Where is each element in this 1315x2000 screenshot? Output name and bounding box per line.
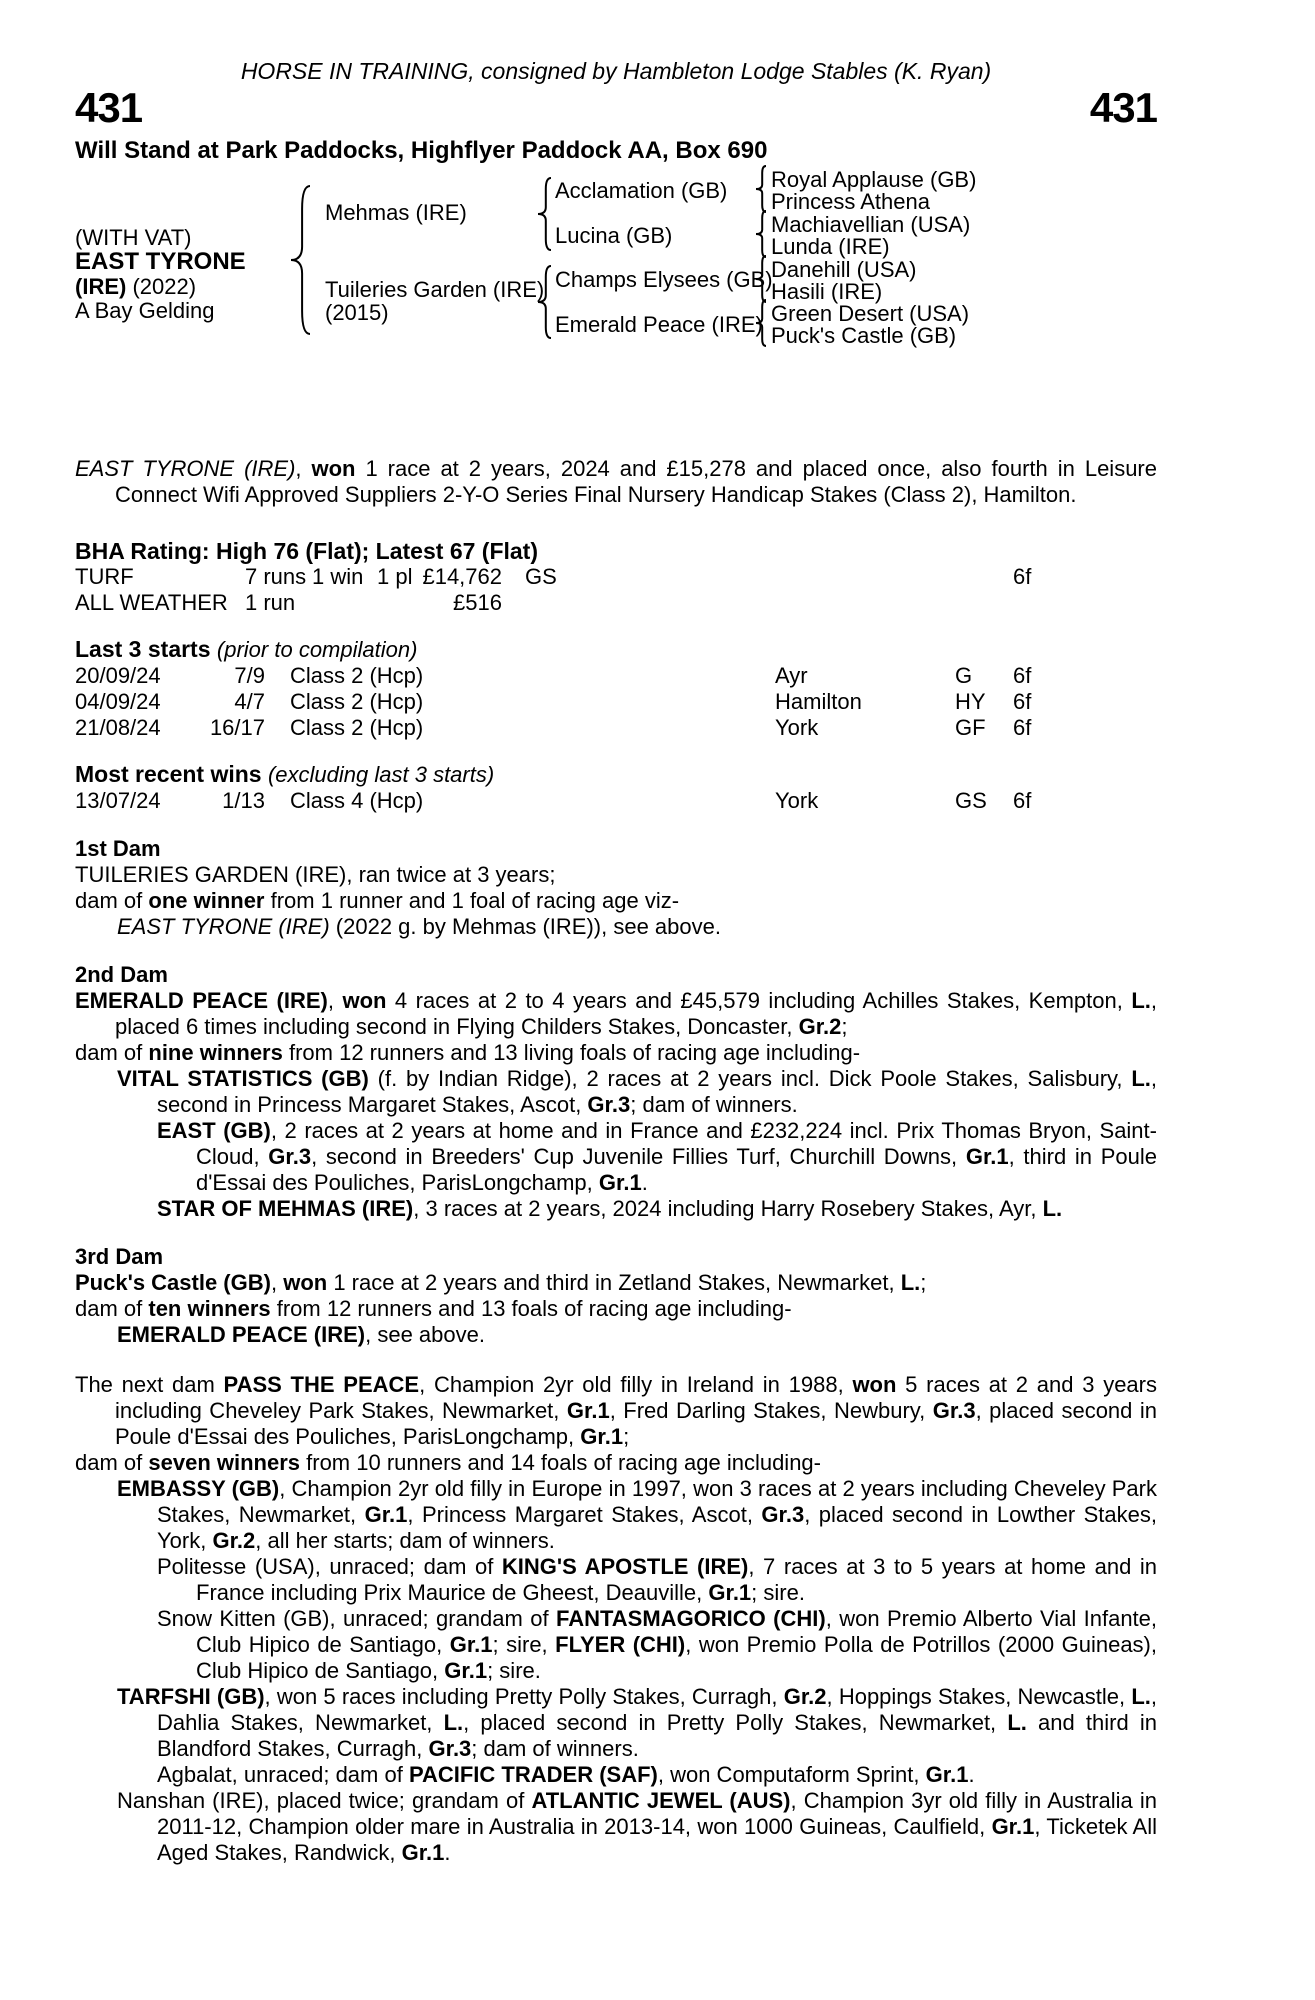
produce-politesse: Politesse (USA), unraced; dam of KING'S APOSTLE (IRE), 7 races at 3 to 5 years at home and in France including Prix Maurice de Gheest, Deauville, Gr.1; sire. <box>157 1554 1157 1605</box>
start-venue: Hamilton <box>775 689 862 714</box>
first-dam-record: TUILERIES GARDEN (IRE), ran twice at 3 years; <box>75 862 556 887</box>
dam-name: Tuileries Garden (IRE) <box>325 277 545 302</box>
second-dam-heading: 2nd Dam <box>75 962 168 987</box>
start-row <box>75 689 1157 715</box>
stand-location-line: Will Stand at Park Paddocks, Highflyer Paddock AA, Box 690 <box>75 137 768 164</box>
start-position: 4/7 <box>234 689 265 714</box>
win-date: 13/07/24 <box>75 788 161 813</box>
lot-number-row <box>75 86 1157 134</box>
third-dam-record: Puck's Castle (GB), won 1 race at 2 years and third in Zetland Stakes, Newmarket, L.; <box>75 1270 927 1295</box>
start-distance: 6f <box>1013 715 1032 740</box>
second-dam-record: EMERALD PEACE (IRE), won 4 races at 2 to 4 years and £45,579 including Achilles Stakes, Kempton, L., placed 6 times including second in Flying Childers Stakes, Doncaster, Gr.2; <box>75 988 1157 1039</box>
distance-value <box>1013 590 1063 616</box>
third-dam-heading: 3rd Dam <box>75 1244 164 1269</box>
last-3-starts-heading: Last 3 starts (prior to compilation) <box>75 636 418 662</box>
produce-tarfshi: TARFSHI (GB), won 5 races including Pretty Polly Stakes, Curragh, Gr.2, Hoppings Stakes, Newcastle, L., Dahlia Stakes, Newmarket, L., placed second in Pretty Polly Stakes, Newmarket, L. and third in Blandford Stakes, Curragh, Gr.3; dam of winners. <box>117 1684 1158 1761</box>
recent-wins-heading: Most recent wins (excluding last 3 starts) <box>75 761 495 787</box>
start-race: Class 2 (Hcp) <box>290 663 424 688</box>
start-date: 20/09/24 <box>75 663 161 688</box>
pedigree-brace-main <box>290 185 312 341</box>
win-venue: York <box>775 788 819 813</box>
places-value <box>377 590 422 616</box>
grandsire-1: Acclamation (GB) <box>555 178 728 203</box>
start-going: HY <box>955 689 986 714</box>
produce-snow-kitten: Snow Kitten (GB), unraced; grandam of FANTASMAGORICO (CHI), won Premio Alberto Vial Infante, Club Hipico de Santiago, Gr.1; sire, FLYER (CHI), won Premio Polla de Potrillos (2000 Guineas), Club Hipico de Santiago, Gr.1; sire. <box>157 1606 1158 1683</box>
start-going: GF <box>955 715 986 740</box>
lot-number-right: 431 <box>1089 84 1157 131</box>
stats-row-turf <box>75 564 1157 590</box>
granddam-1: Lucina (GB) <box>555 223 673 248</box>
produce-embassy: EMBASSY (GB), Champion 2yr old filly in Europe in 1997, won 3 races at 2 years including Cheveley Park Stakes, Newmarket, Gr.1, Princess Margaret Stakes, Ascot, Gr.3, placed second in Lowther Stakes, York, Gr.2, all her starts; dam of winners. <box>117 1476 1157 1553</box>
start-distance: 6f <box>1013 663 1032 688</box>
produce-agbalat: Agbalat, unraced; dam of PACIFIC TRADER (SAF), won Computaform Sprint, Gr.1. <box>157 1762 975 1787</box>
runs-value: 1 run <box>245 590 296 615</box>
consignment-header: HORSE IN TRAINING, consigned by Hambleton Lodge Stables (K. Ryan) <box>240 58 992 84</box>
start-race: Class 2 (Hcp) <box>290 689 424 714</box>
going-value <box>525 590 585 616</box>
great-grandparent-2: Princess Athena <box>771 189 930 214</box>
win-position: 1/13 <box>222 788 265 813</box>
start-going: G <box>955 663 973 688</box>
next-dam-produce-intro: dam of seven winners from 10 runners and 14 foals of racing age including- <box>75 1450 821 1475</box>
pedigree-brace-sire <box>537 177 553 257</box>
produce-star-of-mehmas: STAR OF MEHMAS (IRE), 3 races at 2 years, 2024 including Harry Rosebery Stakes, Ayr, L. <box>157 1196 1063 1221</box>
vat-note: (WITH VAT) <box>75 225 192 250</box>
sire-name: Mehmas (IRE) <box>325 200 467 225</box>
start-date: 21/08/24 <box>75 715 161 740</box>
win-going: GS <box>955 788 987 813</box>
produce-vital-statistics: VITAL STATISTICS (GB) (f. by Indian Ridge), 2 races at 2 years incl. Dick Poole Stakes, Salisbury, L., second in Princess Margaret Stakes, Ascot, Gr.3; dam of winners. <box>117 1066 1158 1117</box>
horse-name: EAST TYRONE <box>75 248 246 275</box>
third-dam-produce-intro: dam of ten winners from 12 runners and 13 foals of racing age including- <box>75 1296 792 1321</box>
horse-colour-sex: A Bay Gelding <box>75 298 215 323</box>
stats-row-all-weather <box>75 590 1157 616</box>
great-grandparent-4: Lunda (IRE) <box>771 234 890 259</box>
places-value: 1 pl <box>377 564 413 589</box>
surface-label: TURF <box>75 564 134 589</box>
great-grandparent-8: Puck's Castle (GB) <box>771 323 957 348</box>
grandsire-2: Champs Elysees (GB) <box>555 267 773 292</box>
produce-east: EAST (GB), 2 races at 2 years at home and in France and £232,224 incl. Prix Thomas Bryon, Saint-Cloud, Gr.3, second in Breeders' Cup Juvenile Fillies Turf, Churchill Downs, Gr.1, third in Poule d'Essai des Pouliches, ParisLongchamp, Gr.1. <box>157 1118 1157 1195</box>
earnings-value: £14,762 <box>422 564 502 589</box>
first-dam-heading: 1st Dam <box>75 836 161 861</box>
win-distance: 6f <box>1013 788 1032 813</box>
pedigree-brace-dam <box>537 265 553 345</box>
start-position: 16/17 <box>209 715 265 740</box>
race-record-summary: EAST TYRONE (IRE), won 1 race at 2 years, 2024 and £15,278 and placed once, also fourth in Leisure Connect Wifi Approved Suppliers 2-Y-O Series Final Nursery Handicap Stakes (Class 2), Hamilton. <box>75 456 1157 507</box>
start-row <box>75 715 1157 741</box>
surface-label: ALL WEATHER <box>75 590 228 615</box>
win-race: Class 4 (Hcp) <box>290 788 424 813</box>
great-grandparent-3: Machiavellian (USA) <box>771 212 971 237</box>
second-dam-produce-intro: dam of nine winners from 12 runners and 13 living foals of racing age including- <box>75 1040 861 1065</box>
first-dam-produce-east-tyrone: EAST TYRONE (IRE) (2022 g. by Mehmas (IRE)), see above. <box>117 914 721 939</box>
great-grandparent-6: Hasili (IRE) <box>771 279 883 304</box>
produce-nanshan: Nanshan (IRE), placed twice; grandam of ATLANTIC JEWEL (AUS), Champion 3yr old filly in Australia in 2011-12, Champion older mare in Australia in 2013-14, won 1000 Guineas, Caulfield, Gr.1, Ticketek All Aged Stakes, Randwick, Gr.1. <box>117 1788 1158 1865</box>
earnings-value: £516 <box>453 590 502 615</box>
great-grandparent-7: Green Desert (USA) <box>771 301 970 326</box>
wins-value: 1 win <box>312 564 364 589</box>
pedigree-brace-g3-4 <box>755 299 768 353</box>
start-distance: 6f <box>1013 689 1032 714</box>
first-dam-produce-intro: dam of one winner from 1 runner and 1 foal of racing age viz- <box>75 888 680 913</box>
produce-emerald-peace: EMERALD PEACE (IRE), see above. <box>117 1322 485 1347</box>
great-grandparent-1: Royal Applause (GB) <box>771 167 977 192</box>
start-position: 7/9 <box>234 663 265 688</box>
runs-value: 7 runs <box>245 564 307 589</box>
bha-rating-line: BHA Rating: High 76 (Flat); Latest 67 (Flat) <box>75 538 538 564</box>
start-venue: York <box>775 715 819 740</box>
pedigree-chart <box>75 164 1157 349</box>
start-row <box>75 663 1157 689</box>
start-venue: Ayr <box>775 663 808 688</box>
start-race: Class 2 (Hcp) <box>290 715 424 740</box>
next-dam-record: The next dam PASS THE PEACE, Champion 2yr old filly in Ireland in 1988, won 5 races at 2 and 3 years including Cheveley Park Stakes, Newmarket, Gr.1, Fred Darling Stakes, Newbury, Gr.3, placed second in Poule d'Essai des Pouliches, ParisLongchamp, Gr.1; <box>75 1372 1157 1449</box>
going-value: GS <box>525 564 557 589</box>
granddam-2: Emerald Peace (IRE) <box>555 312 763 337</box>
distance-value: 6f <box>1013 564 1032 589</box>
wins-value <box>312 590 377 616</box>
lot-number-left: 431 <box>75 84 143 131</box>
dam-year: (2015) <box>325 300 389 325</box>
great-grandparent-5: Danehill (USA) <box>771 257 917 282</box>
start-date: 04/09/24 <box>75 689 161 714</box>
win-row <box>75 788 1157 814</box>
horse-registration: (IRE) (2022) <box>75 274 197 299</box>
